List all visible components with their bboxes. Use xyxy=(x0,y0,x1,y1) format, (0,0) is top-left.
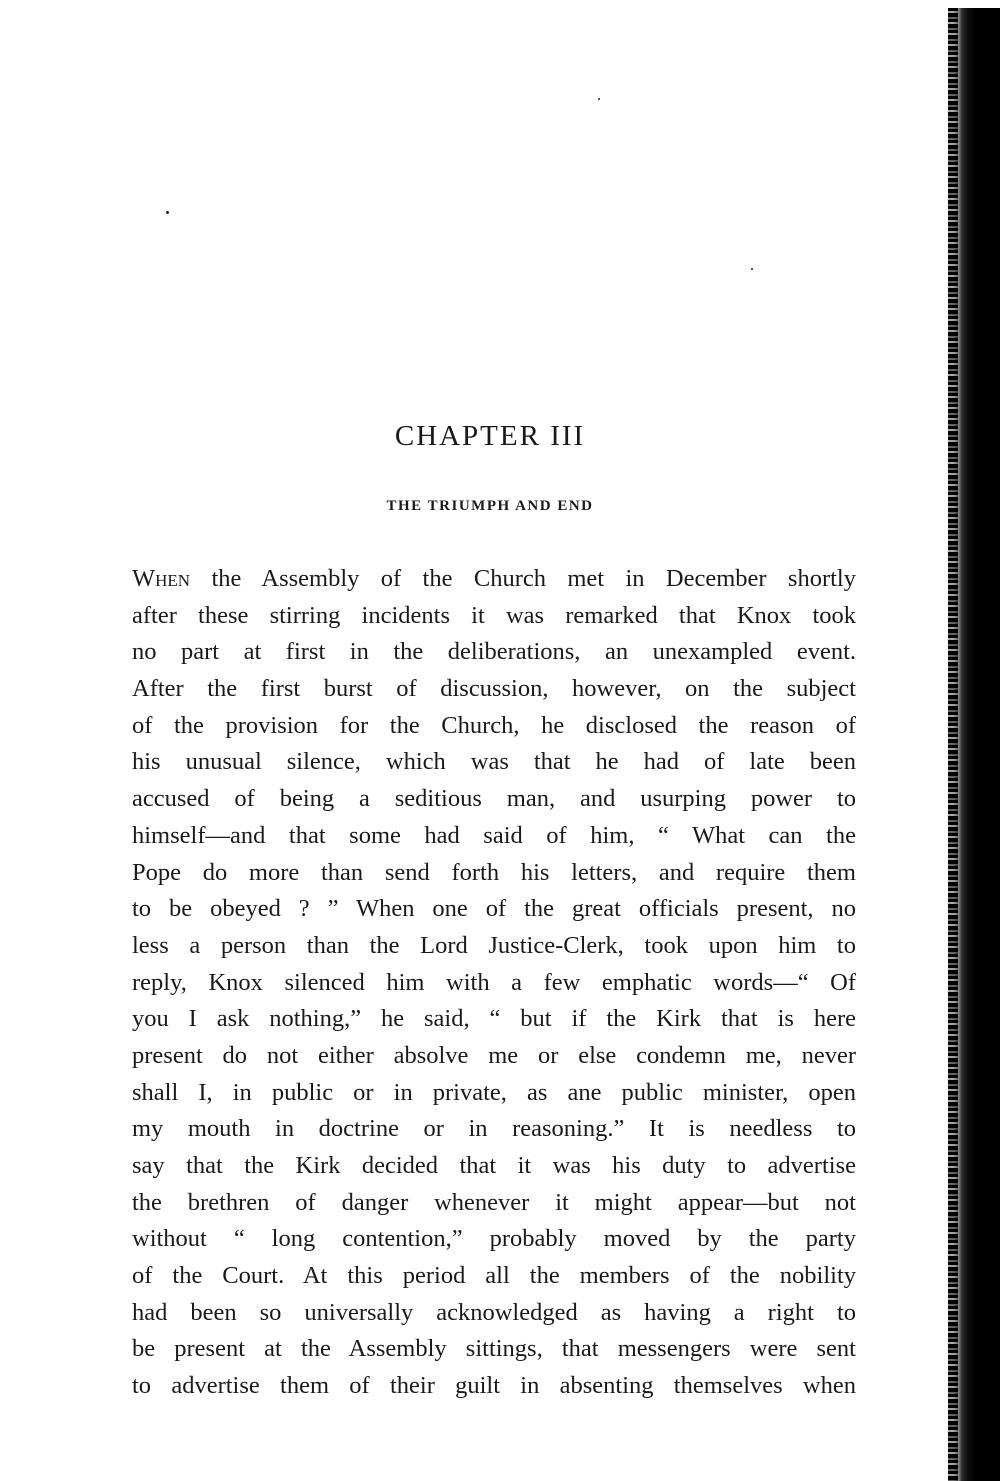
body-paragraph xyxy=(132,561,856,1405)
text-line: shall I, in public or in private, as ane public minister, open xyxy=(132,1078,856,1106)
text-line: present do not either absolve me or else condemn me, never xyxy=(132,1041,856,1069)
text-line: less a person than the Lord Justice-Clerk, took upon him to xyxy=(132,931,856,959)
text-line: Pope do more than send forth his letters, and require them xyxy=(132,858,856,886)
scan-speck xyxy=(166,211,169,214)
text-line: When the Assembly of the Church met in December shortly xyxy=(132,565,856,592)
text-line: accused of being a seditious man, and usurping power to xyxy=(132,785,856,813)
text-line: without “ long contention,” probably moved by the party xyxy=(132,1225,856,1253)
text-line: you I ask nothing,” he said, “ but if the Kirk that is here xyxy=(132,1005,856,1033)
scanned-binding-edge xyxy=(954,8,1000,1481)
text-line: of the Court. At this period all the members of the nobility xyxy=(132,1262,856,1290)
text-line: say that the Kirk decided that it was his duty to advertise xyxy=(132,1152,856,1179)
text-line: my mouth in doctrine or in reasoning.” It is needless to xyxy=(132,1115,856,1143)
text-line: reply, Knox silenced him with a few emphatic words—“ Of xyxy=(132,968,856,996)
chapter-subtitle: THE TRIUMPH AND END xyxy=(386,498,594,514)
text-line: after these stirring incidents it was remarked that Knox took xyxy=(132,601,856,629)
text-line: himself—and that some had said of him, “ What can the xyxy=(132,821,856,849)
text-line: of the provision for the Church, he disclosed the reason of xyxy=(132,711,856,739)
text-line: no part at first in the deliberations, an unexampled event. xyxy=(132,638,856,666)
scan-speck xyxy=(598,98,600,100)
text-line: be present at the Assembly sittings, that messengers were sent xyxy=(132,1335,856,1363)
text-line: his unusual silence, which was that he had of late been xyxy=(132,748,856,776)
opening-word: When xyxy=(132,565,191,592)
text-line: to advertise them of their guilt in absenting themselves when xyxy=(132,1372,856,1400)
chapter-title: CHAPTER III xyxy=(394,420,586,452)
text-line: After the first burst of discussion, however, on the subject xyxy=(132,675,856,703)
text-line: the brethren of danger whenever it might appear—but not xyxy=(132,1188,856,1216)
text-line: to be obeyed ? ” When one of the great officials present, no xyxy=(132,895,856,923)
text-line: had been so universally acknowledged as having a right to xyxy=(132,1298,856,1326)
scan-speck xyxy=(751,268,753,270)
